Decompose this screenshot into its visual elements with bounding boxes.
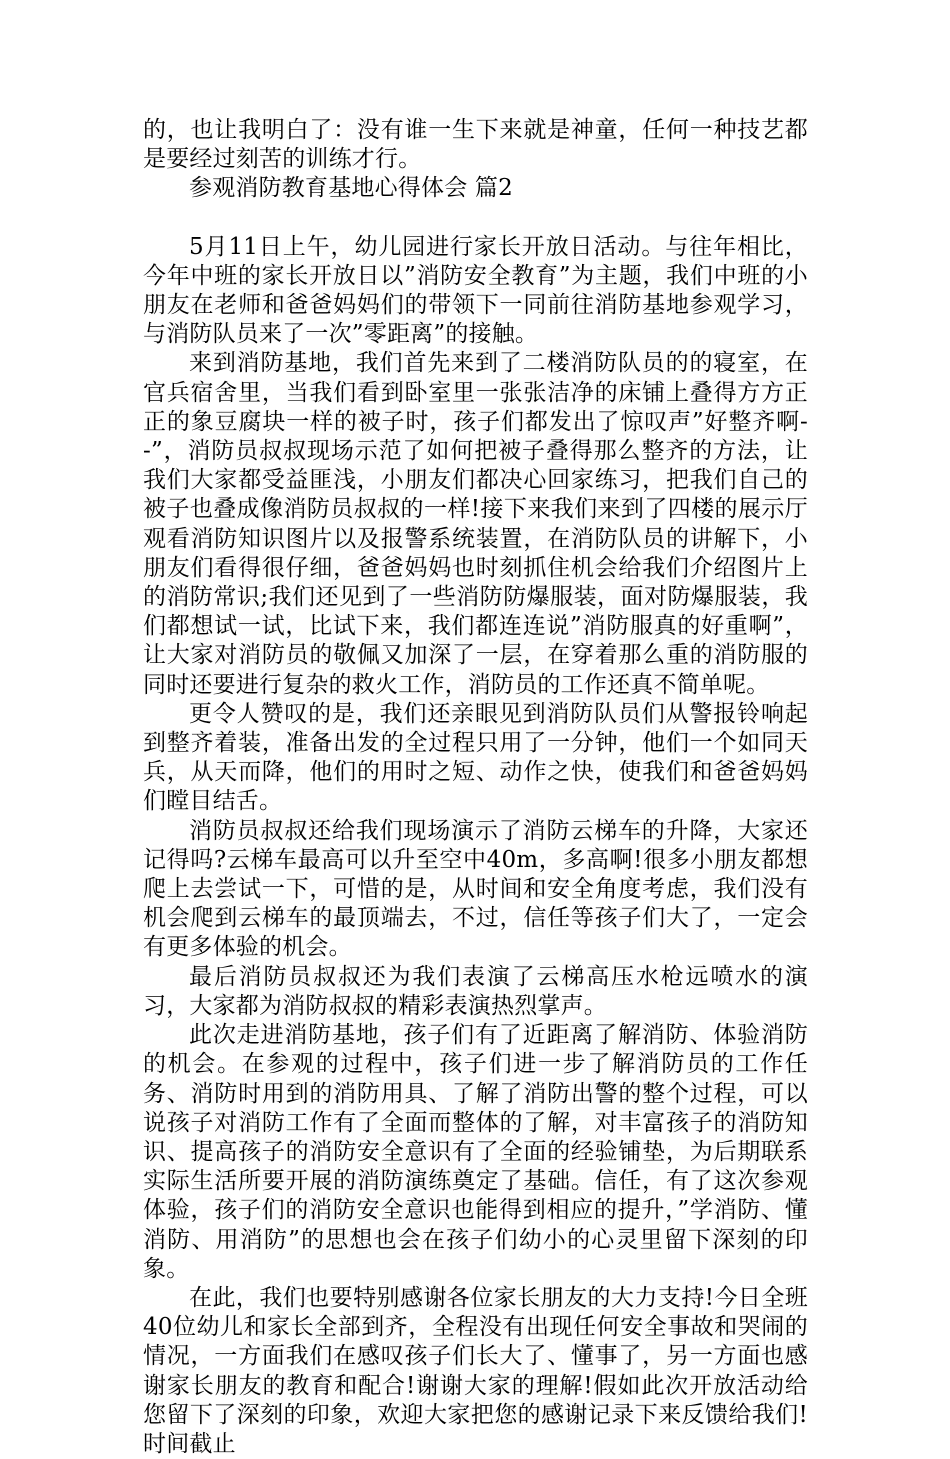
paragraph-3: 更令人赞叹的是，我们还亲眼见到消防队员们从警报铃响起到整齐着装，准备出发的全过程只用了一分钟，他们一个如同天兵，从天而降，他们的用时之短、动作之快，使我们和爸爸妈妈们瞠目结舌。 [143, 700, 808, 815]
paragraph-7: 在此，我们也要特别感谢各位家长朋友的大力支持!今日全班40位幼儿和家长全部到齐，全程没有出现任何安全事故和哭闹的情况，一方面我们在感叹孩子们长大了、懂事了，另一方面也感谢家长朋友的教育和配合!谢谢大家的理解!假如此次开放活动给您留下了深刻的印象，欢迎大家把您的感谢记录下来反馈给我们!时间截止 [143, 1284, 808, 1457]
continuation-paragraph: 的，也让我明白了：没有谁一生下来就是神童，任何一种技艺都是要经过刻苦的训练才行。 [143, 117, 808, 173]
document-page [143, 116, 808, 1459]
blank-line [143, 204, 808, 233]
paragraph-6: 此次走进消防基地，孩子们有了近距离了解消防、体验消防的机会。在参观的过程中，孩子们进一步了解消防员的工作任务、消防时用到的消防用具、了解了消防出警的整个过程，可以说孩子对消防工作有了全面而整体的了解，对丰富孩子的消防知识、提高孩子的消防安全意识有了全面的经验铺垫，为后期联系实际生活所要开展的消防演练奠定了基础。信任，有了这次参观体验，孩子们的消防安全意识也能得到相应的提升，”学消防、懂消防、用消防”的思想也会在孩子们幼小的心灵里留下深刻的印象。 [143, 1022, 808, 1282]
section-title: 参观消防教育基地心得体会 篇2 [189, 175, 513, 202]
paragraph-2: 来到消防基地，我们首先来到了二楼消防队员的的寝室，在官兵宿舍里，当我们看到卧室里一张张洁净的床铺上叠得方方正正的象豆腐块一样的被子时，孩子们都发出了惊叹声”好整齐啊--”，消防员叔叔现场示范了如何把被子叠得那么整齐的方法，让我们大家都受益匪浅，小朋友们都决心回家练习，把我们自己的被子也叠成像消防员叔叔的一样!接下来我们来到了四楼的展示厅观看消防知识图片以及报警系统装置，在消防队员的讲解下，小朋友们看得很仔细，爸爸妈妈也时刻抓住机会给我们介绍图片上的消防常识;我们还见到了一些消防防爆服装，面对防爆服装，我们都想试一试，比试下来，我们都连连说”消防服真的好重啊”，让大家对消防员的敬佩又加深了一层，在穿着那么重的消防服的同时还要进行复杂的救火工作，消防员的工作还真不简单呢。 [143, 350, 808, 698]
paragraph-5: 最后消防员叔叔还为我们表演了云梯高压水枪远喷水的演习，大家都为消防叔叔的精彩表演热烈掌声。 [143, 963, 808, 1019]
paragraph-4: 消防员叔叔还给我们现场演示了消防云梯车的升降，大家还记得吗?云梯车最高可以升至空中40m，多高啊!很多小朋友都想爬上去尝试一下，可惜的是，从时间和安全角度考虑，我们没有机会爬到云梯车的最顶端去，不过，信任等孩子们大了，一定会有更多体验的机会。 [143, 817, 808, 961]
paragraph-1: 5月11日上午，幼儿园进行家长开放日活动。与往年相比，今年中班的家长开放日以”消防安全教育”为主题，我们中班的小朋友在老师和爸爸妈妈们的带领下一同前往消防基地参观学习，与消防队员来了一次”零距离”的接触。 [143, 233, 808, 348]
